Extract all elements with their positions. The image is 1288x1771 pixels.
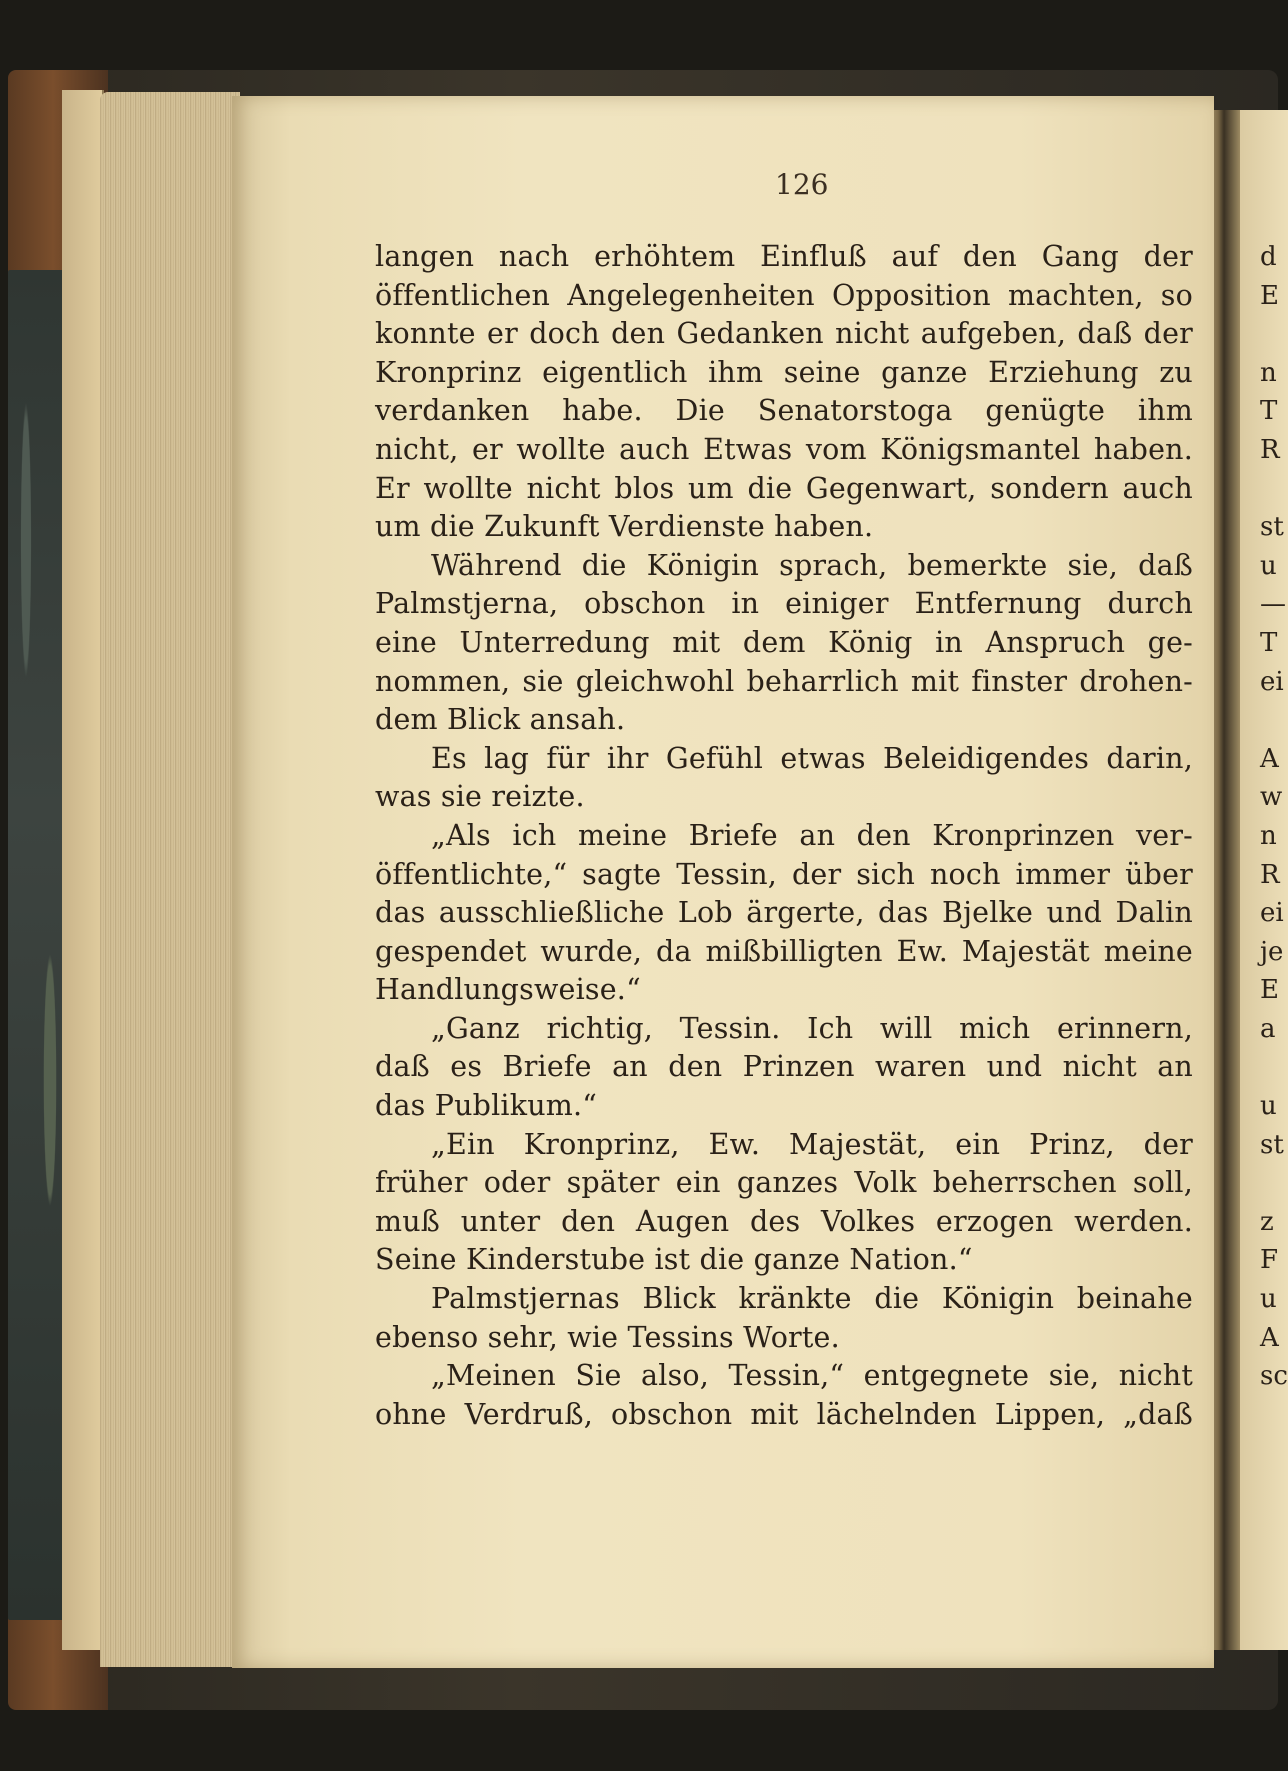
text-line: ebenso sehr, wie Tessins Worte. bbox=[375, 1320, 840, 1354]
facing-page-fragment: T bbox=[1260, 396, 1278, 427]
facing-page-fragment: n bbox=[1260, 820, 1277, 851]
text-line: Kronprinz eigentlich ihm seine ganze Erziehung zu bbox=[375, 355, 1193, 389]
facing-page-fragment: ei bbox=[1260, 666, 1284, 697]
facing-page-text-fragments bbox=[1260, 238, 1288, 1396]
text-line: nicht, er wollte auch Etwas vom Königsmantel haben. bbox=[375, 432, 1193, 466]
page-text bbox=[375, 238, 1193, 1434]
text-line: dem Blick ansah. bbox=[375, 703, 626, 737]
facing-page-fragment: n bbox=[1260, 357, 1277, 388]
text-line: öffentlichte,“ sagte Tessin, der sich noch immer über bbox=[375, 857, 1193, 891]
facing-page-fragment: E bbox=[1260, 280, 1279, 311]
text-line: früher oder später ein ganzes Volk beherrschen soll, bbox=[375, 1166, 1193, 1200]
facing-page-fragment: w bbox=[1260, 782, 1283, 813]
text-line: öffentlichen Angelegenheiten Opposition machten, so bbox=[375, 278, 1193, 312]
facing-page-fragment: z bbox=[1260, 1206, 1274, 1237]
facing-page-fragment: u bbox=[1260, 1284, 1277, 1315]
marbled-board bbox=[8, 270, 68, 1620]
facing-page-fragment: d bbox=[1260, 242, 1277, 272]
facing-page-fragment: F bbox=[1260, 1245, 1279, 1276]
text-line: was sie reizte. bbox=[375, 780, 585, 814]
text-line: Während die Königin sprach, bemerkte sie, daß bbox=[431, 548, 1193, 582]
text-line: „Als ich meine Briefe an den Kronprinzen ver- bbox=[431, 818, 1193, 852]
facing-page-fragment: T bbox=[1260, 627, 1278, 658]
facing-page-fragment: R bbox=[1260, 434, 1280, 465]
page-number: 126 bbox=[775, 168, 829, 201]
facing-page-fragment: sc bbox=[1260, 1361, 1288, 1392]
text-line: um die Zukunft Verdienste haben. bbox=[375, 510, 874, 544]
facing-page-fragment: ei bbox=[1260, 898, 1284, 929]
facing-page-fragment bbox=[1260, 1164, 1280, 1203]
text-line: langen nach erhöhtem Einfluß auf den Gang der bbox=[375, 240, 1193, 273]
facing-page-fragment: st bbox=[1260, 512, 1284, 543]
facing-page-fragment: je bbox=[1260, 936, 1284, 967]
text-line: das Publikum.“ bbox=[375, 1089, 598, 1123]
text-line: Palmstjernas Blick kränkte die Königin beinahe bbox=[431, 1282, 1193, 1316]
page-edges bbox=[100, 92, 240, 1667]
facing-page-fragment bbox=[1260, 1048, 1280, 1087]
text-line: das ausschließliche Lob ärgerte, das Bjelke und Dalin bbox=[375, 896, 1193, 930]
facing-page-fragment: A bbox=[1260, 743, 1279, 774]
text-line: konnte er doch den Gedanken nicht aufgeben, daß der bbox=[375, 317, 1193, 351]
facing-page-fragment: A bbox=[1260, 1322, 1279, 1353]
text-line: „Ein Kronprinz, Ew. Majestät, ein Prinz, der bbox=[431, 1127, 1193, 1161]
facing-page-fragment: — bbox=[1260, 589, 1286, 620]
facing-page-fragment bbox=[1260, 315, 1280, 354]
facing-page-fragment: u bbox=[1260, 1091, 1277, 1122]
facing-page-fragment: u bbox=[1260, 550, 1277, 581]
flyleaf bbox=[62, 90, 104, 1650]
text-line: Palmstjerna, obschon in einiger Entfernung durch bbox=[375, 587, 1193, 621]
text-line: Er wollte nicht blos um die Gegenwart, sondern auch bbox=[375, 471, 1193, 505]
facing-page-fragment bbox=[1260, 470, 1280, 509]
text-line: Seine Kinderstube ist die ganze Nation.“ bbox=[375, 1243, 973, 1277]
facing-page-fragment: a bbox=[1260, 1013, 1276, 1044]
text-line: eine Unterredung mit dem König in Anspruch ge- bbox=[375, 625, 1193, 659]
facing-page-fragment: E bbox=[1260, 975, 1279, 1006]
text-line: muß unter den Augen des Volkes erzogen werden. bbox=[375, 1204, 1193, 1238]
text-line: verdanken habe. Die Senatorstoga genügte ihm bbox=[375, 394, 1193, 428]
text-line: Handlungsweise.“ bbox=[375, 973, 641, 1007]
text-line: daß es Briefe an den Prinzen waren und nicht an bbox=[375, 1050, 1193, 1084]
text-line: Es lag für ihr Gefühl etwas Beleidigendes darin, bbox=[431, 741, 1193, 775]
facing-page-fragment: st bbox=[1260, 1129, 1284, 1160]
text-line: „Ganz richtig, Tessin. Ich will mich erinnern, bbox=[431, 1011, 1193, 1045]
text-line: ohne Verdruß, obschon mit lächelnden Lippen, „daß bbox=[375, 1397, 1193, 1431]
facing-page-fragment bbox=[1260, 701, 1280, 740]
text-line: nommen, sie gleichwohl beharrlich mit finster drohen- bbox=[375, 664, 1193, 698]
text-line: „Meinen Sie also, Tessin,“ entgegnete sie, nicht bbox=[431, 1359, 1193, 1393]
text-line: gespendet wurde, da mißbilligten Ew. Majestät meine bbox=[375, 934, 1193, 968]
facing-page-fragment: R bbox=[1260, 859, 1280, 890]
